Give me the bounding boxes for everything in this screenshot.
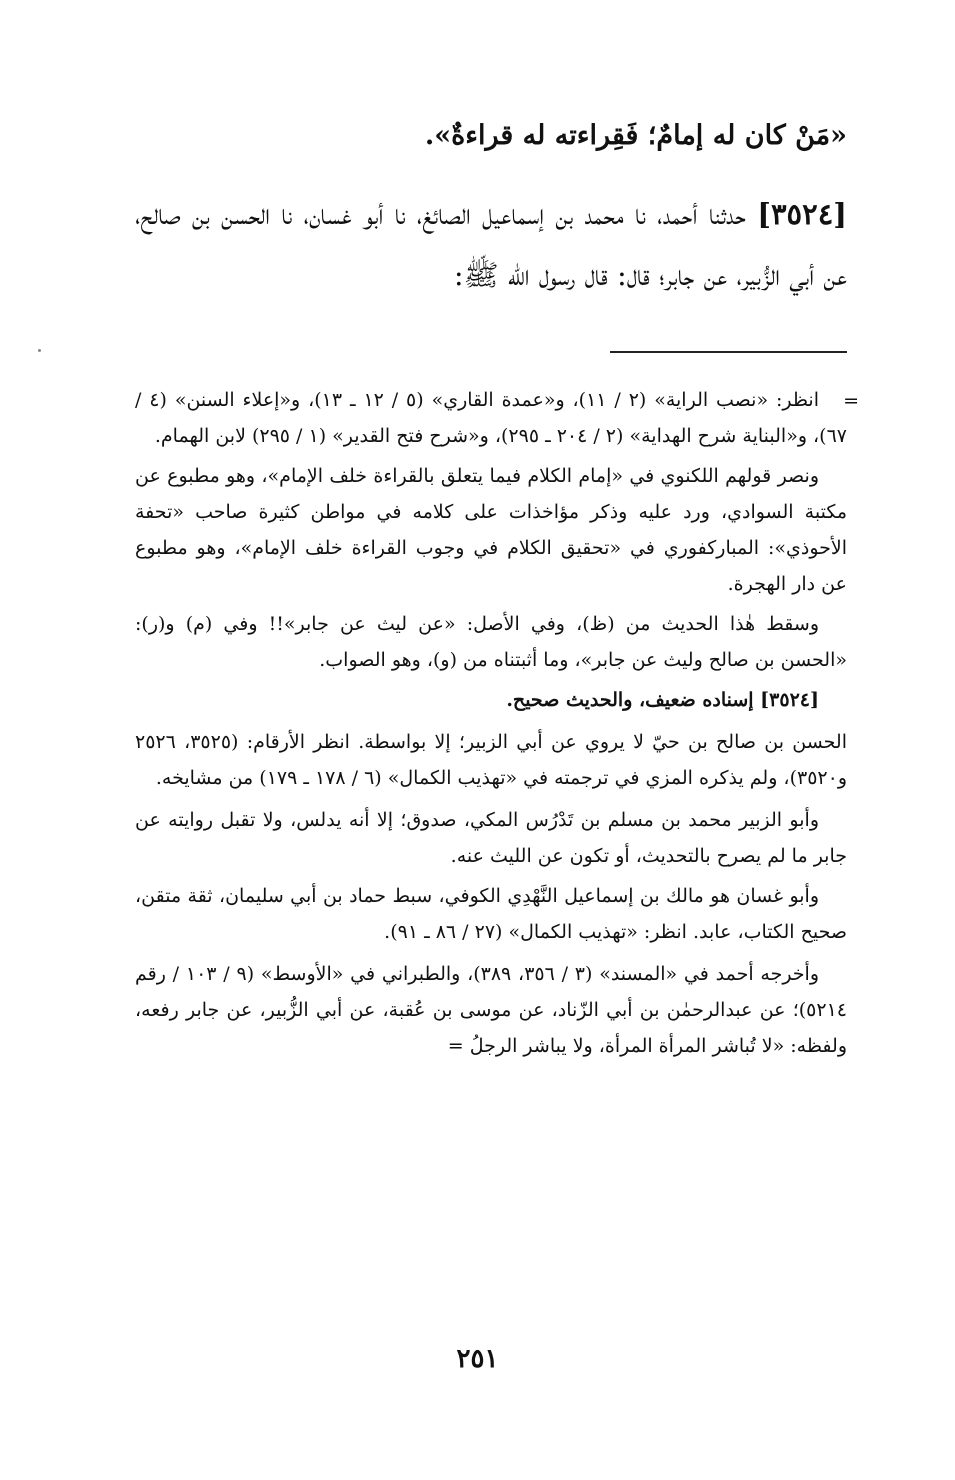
footnote-paragraph: وأخرجه أحمد في «المسند» (٣ / ٣٥٦، ٣٨٩)، والطبراني في «الأوسط» (٩ / ١٠٣ / رقم ٥٢١٤)؛ عن عبدالرحمٰن بن أبي الزّناد، عن موسى بن عُقبة، عن أبي الزُّبير، عن جابر رفعه، ولفظه: «لا تُباشر المرأة المرأة، ولا يباشر الرجلُ = — [135, 963, 847, 1057]
hadith-quote: «مَنْ كان له إمامٌ؛ فَقِراءته له قراءةٌ». — [424, 120, 847, 151]
hadith-number: [٣٥٢٤] — [757, 197, 848, 231]
footnote-continuation-mark: = — [843, 390, 859, 412]
page-number: ٢٥١ — [456, 1344, 499, 1374]
footnote-paragraph: وسقط هٰذا الحديث من (ظ)، وفي الأصل: «عن ليث عن جابر»!! وفي (م) و(ر): «الحسن بن صالح وليث عن جابر»، وما أثبتناه من (و)، وهو الصواب. — [135, 613, 847, 671]
scan-speck — [38, 349, 41, 352]
footnote-heading: [٣٥٢٤] إسناده ضعيف، والحديث صحيح. — [506, 689, 819, 711]
footnote-divider — [610, 351, 847, 353]
footnote-paragraph: ونصر قولهم اللكنوي في «إمام الكلام فيما يتعلق بالقراءة خلف الإمام»، وهو مطبوع عن مكتبة السوادي، ورد عليه وذكر مؤاخذات على كلامه في مواطن كثيرة صاحب «تحفة الأحوذي»: المباركفوري في «تحقيق الكلام في وجوب القراءة خلف الإمام»، وهو مطبوع عن دار الهجرة. — [135, 465, 847, 595]
footnote-paragraph: وأبو غسان هو مالك بن إسماعيل النَّهْدِي الكوفي، سبط حماد بن أبي سليمان، ثقة متقن، صحيح الكتاب، عابد. انظر: «تهذيب الكمال» (٢٧ / ٨٦ ـ ٩١). — [135, 885, 847, 943]
hadith-chain: حدثنا أحمد، نا محمد بن إسماعيل الصائغ، نا أبو غسان، نا الحسن بن صالح، عن أبي الزُّبير، عن جابر؛ قال: قال رسول الله ﷺ: — [135, 197, 847, 292]
main-text — [135, 184, 847, 306]
footnote-paragraph: الحسن بن صالح بن حيّ لا يروي عن أبي الزبير؛ إلا بواسطة. انظر الأرقام: (٣٥٢٥، ٢٥٢٦ و٣٥٢٠)، ولم يذكره المزي في ترجمته في «تهذيب الكمال» (٦ / ١٧٨ ـ ١٧٩) من مشايخه. — [135, 731, 847, 789]
footnote-paragraph: وأبو الزبير محمد بن مسلم بن تَدْرُس المكي، صدوق؛ إلا أنه يدلس، ولا تقبل روايته عن جابر ما لم يصرح بالتحديث، أو تكون عن الليث عنه. — [135, 809, 847, 867]
footnotes — [135, 382, 847, 1068]
footnote-paragraph: انظر: «نصب الراية» (٢ / ١١)، و«عمدة القاري» (٥ / ١٢ ـ ١٣)، و«إعلاء السنن» (٤ / ٦٧)، و«البناية شرح الهداية» (٢ / ٢٠٤ ـ ٢٩٥)، و«شرح فتح القدير» (١ / ٢٩٥) لابن الهمام. — [135, 389, 847, 447]
